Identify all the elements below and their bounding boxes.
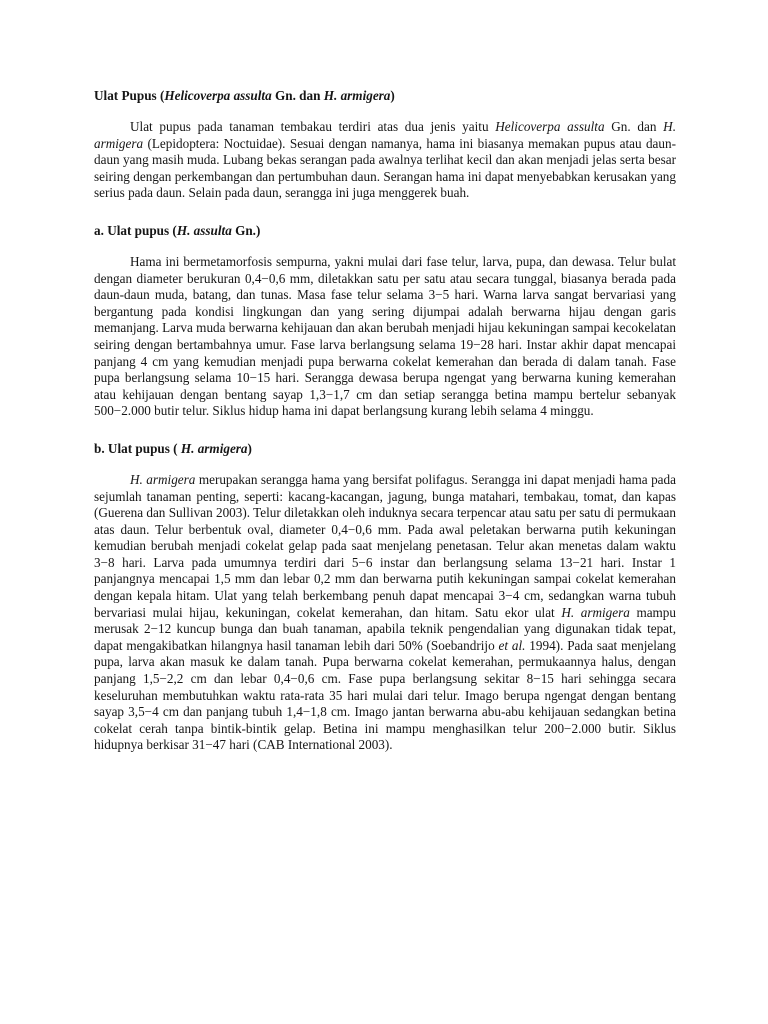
- intro-text-3: (Lepidoptera: Noctuidae). Sesuai dengan namanya, hama ini biasanya memakan pupus atau daun-daun yang masih muda. Lubang bekas serangan pada awalnya terlihat kecil dan akan menjadi jelas serta besar seiring dengan perkembangan dan pertumbuhan daun. Serangan hama ini dapat menyebabkan kerusakan yang serius pada daun. Selain pada daun, serangga ini juga menggerek buah.: [94, 135, 676, 201]
- section-b-paragraph: [94, 472, 676, 754]
- section-a-heading: [94, 222, 676, 240]
- document-title: [94, 87, 676, 105]
- intro-species-assulta: Helicoverpa assulta: [495, 119, 605, 134]
- section-b-text-2: mampu merusak 2−12 kuncup bunga dan buah tanaman, apabila teknik pengendalian yang digunakan tidak tepat, dapat mengakibatkan hilangnya hasil tanaman lebih dari 50% (Soebandrijo: [94, 604, 676, 653]
- section-b-species-1: H. armigera: [130, 471, 196, 487]
- title-suffix: ): [390, 88, 395, 103]
- section-b-heading-species: H. armigera: [180, 440, 248, 456]
- section-b-species-2: H. armigera: [561, 604, 630, 620]
- title-mid: Gn. dan: [271, 88, 324, 103]
- title-species-armigera: H. armigera: [323, 88, 391, 103]
- title-species-assulta: Helicoverpa assulta: [164, 88, 272, 103]
- section-a-paragraph: Hama ini bermetamorfosis sempurna, yakni mulai dari fase telur, larva, pupa, dan dewasa. Telur bulat dengan diameter berukuran 0,4−0,6 mm, diletakkan satu per satu atau secara tunggal, biasanya berada pada daun-daun muda, batang, dan tunas. Masa fase telur selama 3−5 hari. Warna larva sangat bervariasi yang bergantung pada kondisi lingkungan dan yang sering dijumpai adalah berwarna hijau dengan garis memanjang. Larva muda berwarna kehijauan dan akan berubah menjadi hijau kekuningan sampai kecokelatan seiring dengan bertambahnya umur. Fase larva berlangsung selama 19−28 hari. Instar akhir dapat mencapai panjang 4 cm yang kemudian menjadi pupa berwarna cokelat kemerahan dan berada di dalam tanah. Fase pupa berlangsung selama 10−15 hari. Serangga dewasa berupa ngengat yang berwarna kuning kemerahan atau kehijauan dengan bentang sayap 1,3−1,7 cm dan setiap serangga betina mampu bertelur sebanyak 500−2.000 butir telur. Siklus hidup hama ini dapat berlangsung kurang lebih selama 4 minggu.: [94, 253, 676, 419]
- section-b-heading-suffix: ): [247, 440, 252, 456]
- intro-text-2: Gn. dan: [604, 119, 664, 134]
- intro-paragraph: [94, 119, 676, 202]
- section-b-text-3: 1994). Pada saat menjelang pupa, larva akan masuk ke dalam tanah. Pupa berwarna cokelat kemerahan, permukaannya halus, dengan panjang 1,5−2,2 cm dan lebar 0,4−0,6 cm. Fase pupa berlangsung sekitar 8−15 hari sehingga secara keseluruhan membutuhkan waktu rata-rata 35 hari mulai dari telur. Imago berupa ngengat dengan bentang sayap 3,5−4 cm dan panjang tubuh 1,4−1,8 cm. Imago jantan berwarna abu-abu kehijauan sedangkan betina cokelat cerah tanpa bintik-bintik gelap. Betina ini mampu menghasilkan telur 200−2.000 butir. Siklus hidupnya berkisar 31−47 hari (CAB International 2003).: [94, 637, 676, 753]
- section-a-heading-species: H. assulta: [176, 222, 232, 238]
- section-b-text-1: merupakan serangga hama yang bersifat polifagus. Serangga ini dapat menjadi hama pada sejumlah tanaman penting, seperti: kacang-kacangan, jagung, bunga matahari, tembakau, tomat, dan kapas (Guerena dan Sullivan 2003). Telur diletakkan oleh induknya secara terpencar atau satu per satu di permukaan atas daun. Telur berbentuk oval, diameter 0,4−0,6 mm. Pada awal peletakan berwarna putih kekuningan kemudian berubah menjadi cokelat gelap pada saat menjelang penetasan. Telur akan menetas dalam waktu 3−8 hari. Larva pada umumnya terdiri dari 5−6 instar dan berlangsung selama 13−21 hari. Instar 1 panjangnya mencapai 1,5 mm dan lebar 0,2 mm dan berwarna putih kekuningan sampai cokelat kemerahan dengan kepala hitam. Ulat yang telah berkembang penuh dapat mencapai 3−4 cm, sedangkan warna tubuh bervariasi mulai hijau, kekuningan, cokelat kemerahan, dan hitam. Satu ekor ulat: [94, 471, 676, 620]
- section-a-heading-prefix: a. Ulat pupus (: [94, 222, 177, 238]
- section-b-heading-prefix: b. Ulat pupus (: [94, 440, 181, 456]
- intro-species-armigera: H. armigera: [94, 119, 676, 151]
- section-b-et-al: et al.: [498, 637, 526, 653]
- section-b-heading: [94, 440, 676, 458]
- section-a-heading-suffix: Gn.): [231, 222, 261, 238]
- intro-text-1: Ulat pupus pada tanaman tembakau terdiri atas dua jenis yaitu: [130, 119, 496, 134]
- title-prefix: Ulat Pupus (: [94, 88, 165, 103]
